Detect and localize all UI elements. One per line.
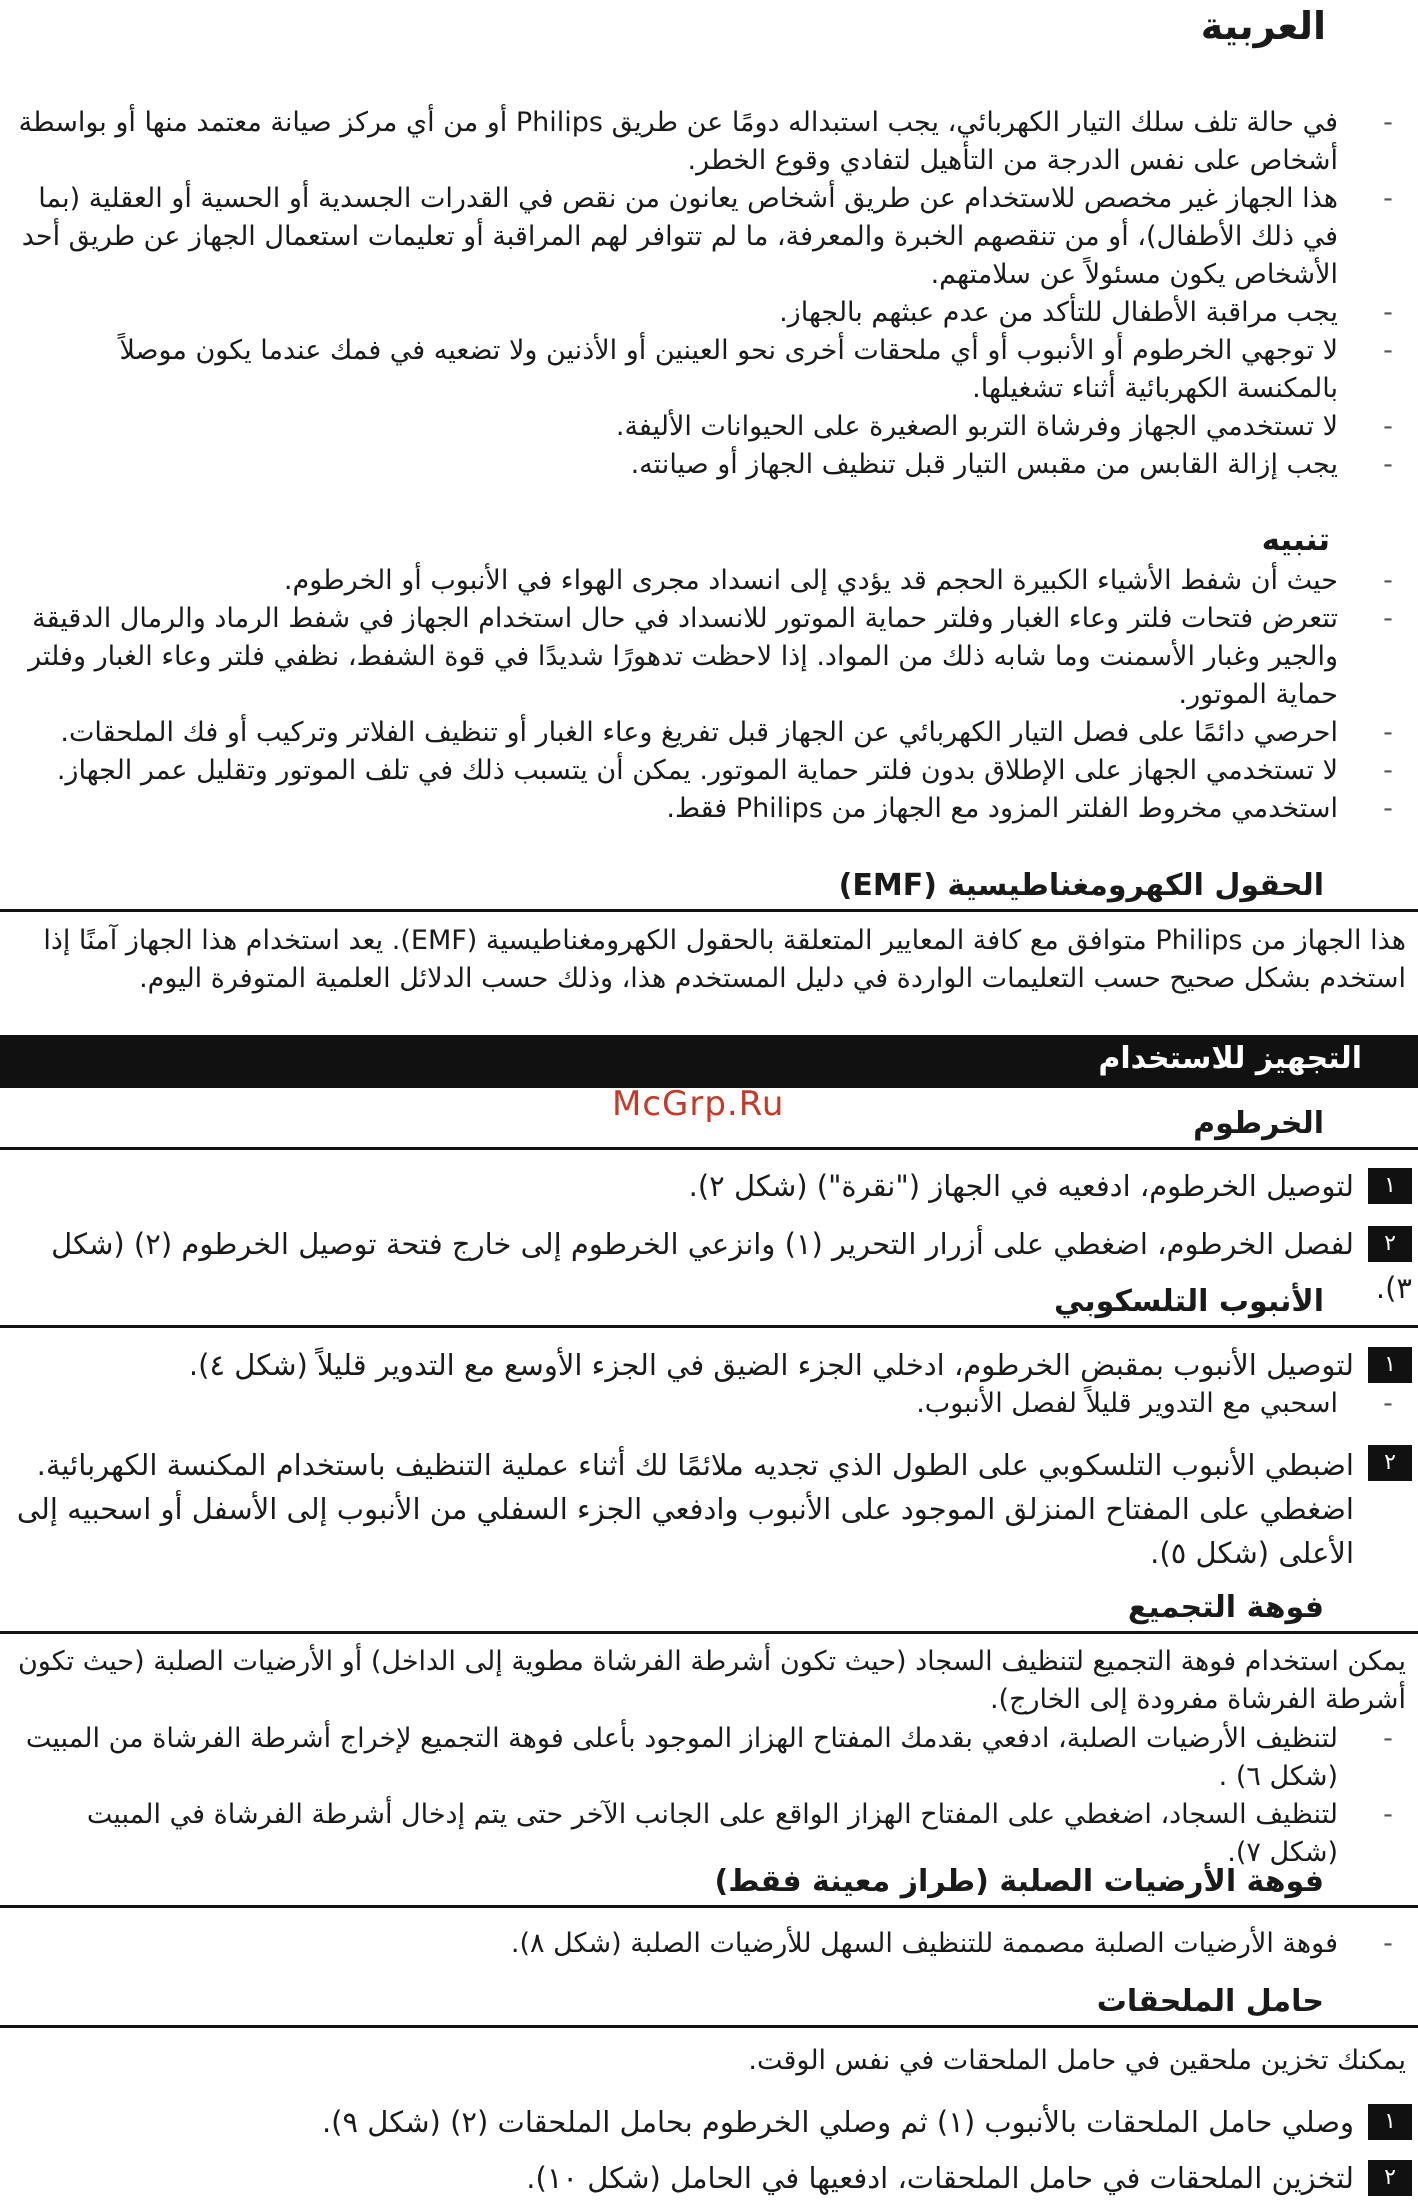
list-item: - احرصي دائمًا على فصل التيار الكهربائي عن الجهاز قبل تفريغ وعاء الغبار أو تنظيف الفلاتر وتركيب أو فك الملحقات. (12, 714, 1398, 752)
caution-heading: تنبيه (1261, 522, 1330, 558)
holder-step-1 (10, 2099, 1412, 2143)
step-text: اضبطي الأنبوب التلسكوبي على الطول الذي تجديه ملائمًا لك أثناء عملية التنظيف باستخدام المكنسة الكهربائية. اضغطي على المفتاح المنزلق الموجود على الأنبوب وادفعي الجزء السفلي من الأنبوب إلى الأسفل أو اسحبيه إلى الأعلى (شكل ٥). (16, 1448, 1354, 1570)
step-text: لتوصيل الأنبوب بمقبض الخرطوم، ادخلي الجزء الضيق في الجزء الأوسع مع التدوير قليلاً (شكل ٤). (188, 1348, 1354, 1382)
tube-step-2 (10, 1442, 1412, 1574)
emf-heading (0, 852, 1418, 912)
tube-heading (0, 1268, 1418, 1328)
prep-section-title: التجهيز للاستخدام (1098, 1041, 1362, 1076)
holder-intro: يمكنك تخزين ملحقين في حامل الملحقات في نفس الوقت. (748, 2045, 1406, 2076)
list-item: - حيث أن شفط الأشياء الكبيرة الحجم قد يؤدي إلى انسداد مجرى الهواء في الأنبوب أو الخرطوم. (12, 562, 1398, 600)
hardfloor-heading-text: فوهة الأرضيات الصلبة (طراز معينة فقط) (714, 1864, 1324, 1899)
holder-heading (0, 1968, 1418, 2028)
list-item: - فوهة الأرضيات الصلبة مصممة للتنظيف السهل للأرضيات الصلبة (شكل ٨). (12, 1925, 1398, 1963)
list-item: - لتنظيف الأرضيات الصلبة، ادفعي بقدمك المفتاح الهزاز الموجود بأعلى فوهة التجميع لإخراج أشرطة الفرشاة من المبيت (شكل ٦) . (12, 1720, 1398, 1796)
hose-heading (0, 1090, 1418, 1150)
list-item: - تتعرض فتحات فلتر وعاء الغبار وفلتر حماية الموتور للانسداد في حال استخدام الجهاز في شفط الرماد والرمال الدقيقة والجير وغبار الأسمنت وما شابه ذلك من المواد. إذا لاحظت تدهورًا شديدًا في قوة الشفط، نظفي فلتر وعاء الغبار وفلتر حماية الموتور. (12, 600, 1398, 714)
combi-heading (0, 1574, 1418, 1634)
emf-heading-text: الحقول الكهرومغناطيسية (EMF) (838, 868, 1324, 903)
list-item: - يجب إزالة القابس من مقبس التيار قبل تنظيف الجهاز أو صيانته. (12, 446, 1398, 484)
list-item: - لا توجهي الخرطوم أو الأنبوب أو أي ملحقات أخرى نحو العينين أو الأذنين ولا تضعيه في فمك عندما يكون موصلاً بالمكنسة الكهربائية أثناء تشغيلها. (12, 332, 1398, 408)
step-number: ٢ (1368, 2160, 1412, 2196)
list-item: - لتنظيف السجاد، اضغطي على المفتاح الهزاز الواقع على الجانب الآخر حتى يتم إدخال أشرطة الفرشاة في المبيت (شكل ٧). (12, 1796, 1398, 1872)
tube-step-1-note: - اسحبي مع التدوير قليلاً لفصل الأنبوب. (12, 1385, 1398, 1423)
step-number: ٢ (1368, 1445, 1412, 1481)
hose-heading-text: الخرطوم (1193, 1106, 1324, 1141)
language-title: العربية (1200, 4, 1326, 48)
step-number: ١ (1368, 2104, 1412, 2140)
holder-heading-text: حامل الملحقات (1096, 1984, 1324, 2019)
prep-section-bar (0, 1035, 1418, 1088)
hardfloor-heading (0, 1848, 1418, 1908)
watermark: McGrp.Ru (612, 1084, 785, 1124)
tube-heading-text: الأنبوب التلسكوبي (1054, 1284, 1324, 1319)
list-item: - استخدمي مخروط الفلتر المزود مع الجهاز من Philips فقط. (12, 790, 1398, 828)
list-item: - لا تستخدمي الجهاز على الإطلاق بدون فلتر حماية الموتور. يمكن أن يتسبب ذلك في تلف الموتور وتقليل عمر الجهاز. (12, 752, 1398, 790)
combi-intro: يمكن استخدام فوهة التجميع لتنظيف السجاد (حيث تكون أشرطة الفرشاة مطوية إلى الداخل) أو الأرضيات الصلبة (حيث تكون أشرطة الفرشاة مفرودة إلى الخارج). (17, 1646, 1406, 1715)
list-item: - في حالة تلف سلك التيار الكهربائي، يجب استبداله دومًا عن طريق Philips أو من أي مركز صيانة معتمد منها أو بواسطة أشخاص على نفس الدرجة من التأهيل لتفادي وقوع الخطر. (12, 104, 1398, 180)
caution-list (12, 562, 1398, 828)
holder-step-2 (10, 2155, 1412, 2199)
step-text: لفصل الخرطوم، اضغطي على أزرار التحرير (١) وانزعي الخرطوم إلى خارج فتحة توصيل الخرطوم (٢) (شكل ٣). (51, 1227, 1412, 1305)
step-number: ١ (1368, 1347, 1412, 1383)
list-item: - هذا الجهاز غير مخصص للاستخدام عن طريق أشخاص يعانون من نقص في القدرات الجسدية أو الحسية أو العقلية (بما في ذلك الأطفال)، أو من تنقصهم الخبرة والمعرفة، ما لم تتوافر لهم المراقبة أو تعليمات استعمال الجهاز عن طريق أحد الأشخاص يكون مسئولاً عن سلامتهم. (12, 180, 1398, 294)
combi-heading-text: فوهة التجميع (1127, 1590, 1324, 1625)
step-text: وصلي حامل الملحقات بالأنبوب (١) ثم وصلي الخرطوم بحامل الملحقات (٢) (شكل ٩). (321, 2105, 1354, 2139)
step-number: ٢ (1368, 1226, 1412, 1262)
warnings-list (12, 104, 1398, 484)
step-text: لتخزين الملحقات في حامل الملحقات، ادفعيها في الحامل (شكل ١٠). (526, 2161, 1354, 2195)
hardfloor-list (12, 1925, 1398, 1963)
step-text: لتوصيل الخرطوم، ادفعيه في الجهاز ("نقرة") (شكل ٢). (688, 1169, 1354, 1203)
hose-step-1 (10, 1163, 1412, 1207)
emf-paragraph: هذا الجهاز من Philips متوافق مع كافة المعايير المتعلقة بالحقول الكهرومغناطيسية (EMF). يعد استخدام هذا الجهاز آمنًا إذا استخدم بشكل صحيح حسب التعليمات الواردة في دليل المستخدم هذا، وذلك حسب الدلائل العلمية المتوفرة اليوم. (43, 925, 1406, 994)
step-number: ١ (1368, 1168, 1412, 1204)
tube-step-1 (10, 1342, 1412, 1386)
list-item: - يجب مراقبة الأطفال للتأكد من عدم عبثهم بالجهاز. (12, 294, 1398, 332)
list-item: - لا تستخدمي الجهاز وفرشاة التربو الصغيرة على الحيوانات الأليفة. (12, 408, 1398, 446)
